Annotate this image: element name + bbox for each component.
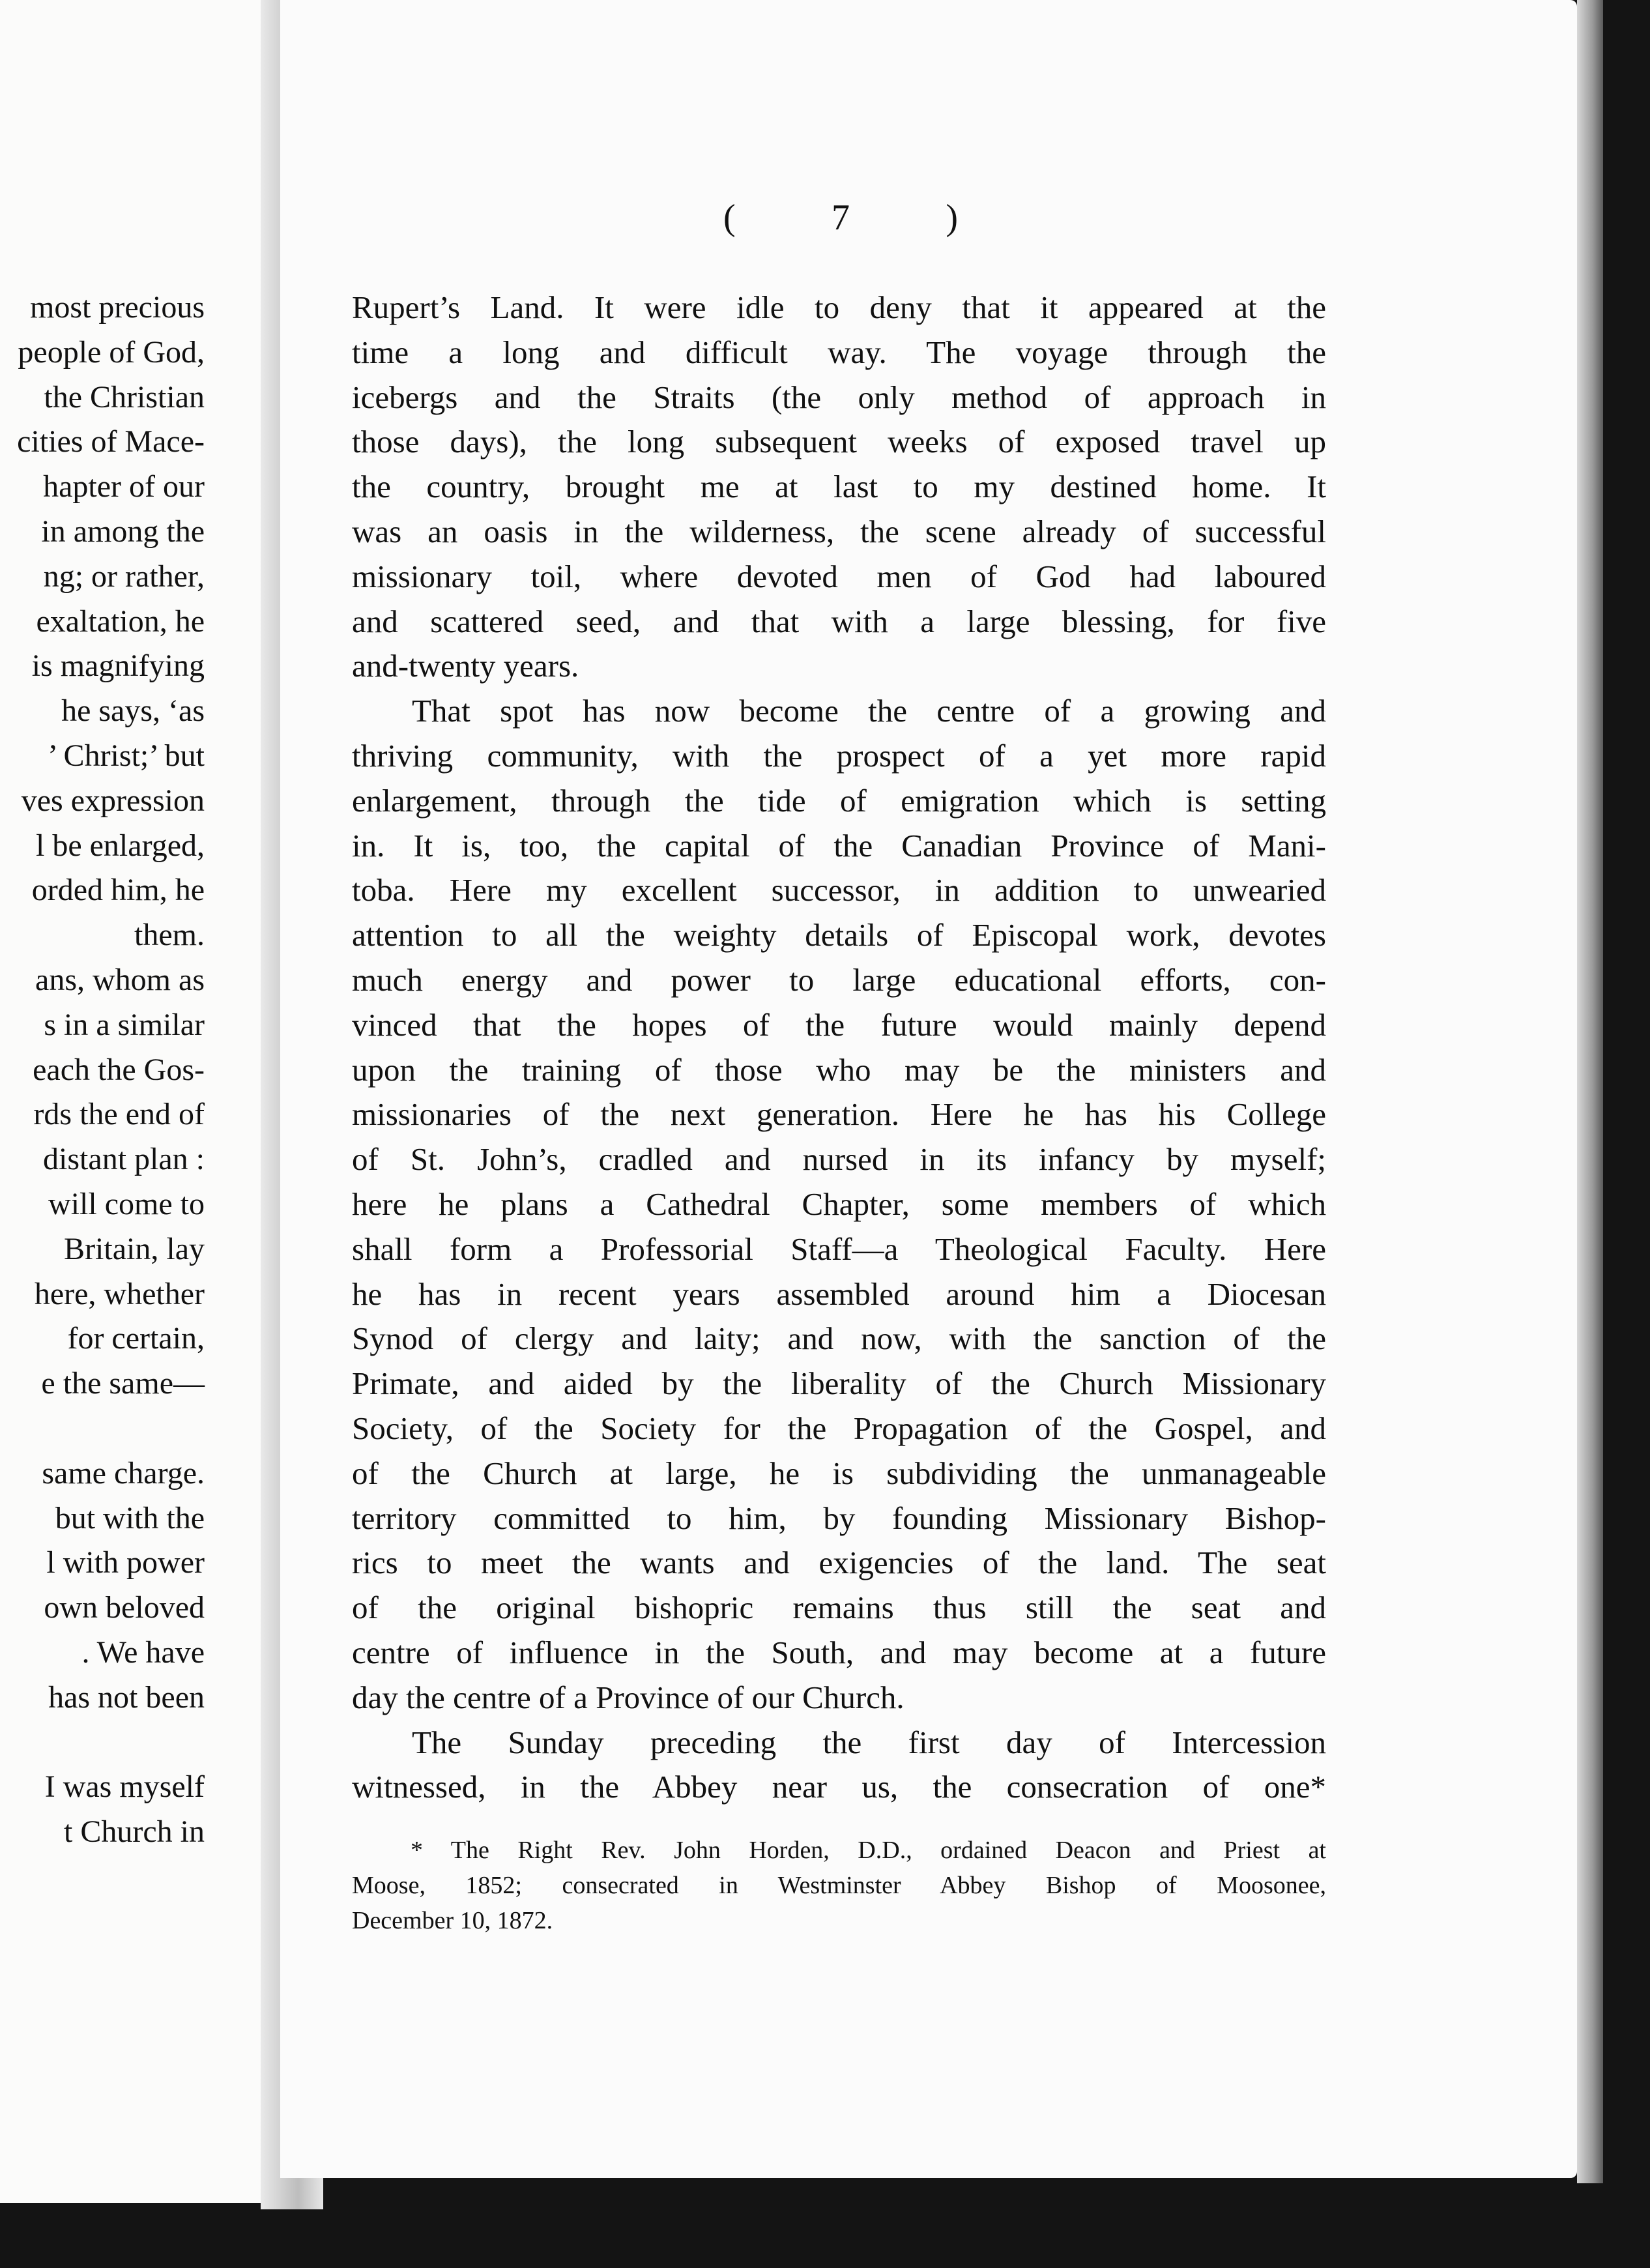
left-line: here, whether xyxy=(34,1276,205,1311)
text-line: time a long and difficult way. The voyage through the xyxy=(352,334,1326,370)
text-line: missionary toil, where devoted men of God had laboured xyxy=(352,558,1326,594)
text-line: thriving community, with the prospect of a yet more rapid xyxy=(352,737,1326,774)
text-line: here he plans a Cathedral Chapter, some members of which xyxy=(352,1185,1326,1222)
left-line: each the Gos- xyxy=(33,1052,205,1087)
text-line: icebergs and the Straits (the only method of approach in xyxy=(352,379,1326,415)
folio-close-paren: ) xyxy=(946,197,958,238)
text-line: and-twenty years. xyxy=(352,648,579,684)
left-line: has not been xyxy=(48,1679,205,1715)
text-line: territory committed to him, by founding Missionary Bishop- xyxy=(352,1500,1326,1536)
text-line: in. It is, too, the capital of the Canadian Province of Mani- xyxy=(352,827,1326,864)
left-page-text xyxy=(0,285,205,1855)
text-line: he has in recent years assembled around him a Diocesan xyxy=(352,1275,1326,1312)
left-line: he says, ‘as xyxy=(61,693,205,729)
text-line: Society, of the Society for the Propagation of the Gospel, and xyxy=(352,1410,1326,1446)
text-line: missionaries of the next generation. Here he has his College xyxy=(352,1096,1326,1133)
left-line: l be enlarged, xyxy=(35,828,205,863)
left-line-gap xyxy=(0,1406,205,1451)
left-line: Britain, lay xyxy=(64,1231,205,1266)
text-line: witnessed, in the Abbey near us, the consecration of one* xyxy=(352,1769,1326,1805)
left-line: hapter of our xyxy=(43,469,205,504)
footnote-line: * The Right Rev. John Horden, D.D., ordained Deacon and Priest at xyxy=(411,1837,1326,1864)
text-line: upon the training of those who may be the ministers and xyxy=(352,1051,1326,1088)
left-line: l with power xyxy=(46,1545,205,1580)
left-line: ng; or rather, xyxy=(43,559,205,594)
left-line: rds the end of xyxy=(33,1097,205,1132)
text-line: of the Church at large, he is subdividing the unmanageable xyxy=(352,1455,1326,1491)
footnote xyxy=(352,1833,1326,1938)
folio-number: 7 xyxy=(832,197,850,238)
text-line: centre of influence in the South, and may become at a future xyxy=(352,1634,1326,1670)
folio-open-paren: ( xyxy=(723,197,736,238)
text-line: Primate, and aided by the liberality of the Church Missionary xyxy=(352,1365,1326,1402)
text-line: of St. John’s, cradled and nursed in its infancy by myself; xyxy=(352,1141,1326,1178)
left-line: ves expression xyxy=(21,783,205,818)
left-line: same charge. xyxy=(42,1455,205,1490)
text-line: Rupert’s Land. It were idle to deny that it appeared at the xyxy=(352,289,1326,325)
text-line: Synod of clergy and laity; and now, with the sanction of the xyxy=(352,1320,1326,1357)
text-line: day the centre of a Province of our Church. xyxy=(352,1679,905,1715)
text-line: That spot has now become the centre of a growing and xyxy=(412,693,1326,729)
text-line: and scattered seed, and that with a large blessing, for five xyxy=(352,603,1326,639)
left-line: ans, whom as xyxy=(35,962,205,997)
left-line: is magnifying xyxy=(31,648,205,684)
left-line: most precious xyxy=(30,290,205,325)
left-line: e the same— xyxy=(41,1366,205,1401)
text-line: those days), the long subsequent weeks of exposed travel up xyxy=(352,424,1326,460)
text-line: of the original bishopric remains thus still the seat and xyxy=(352,1590,1326,1626)
left-line: in among the xyxy=(41,514,205,549)
left-page xyxy=(0,0,261,2203)
left-line: own beloved xyxy=(44,1590,205,1625)
left-line: distant plan : xyxy=(43,1142,205,1177)
left-line: I was myself xyxy=(44,1769,205,1805)
left-line: ’ Christ;’ but xyxy=(48,738,205,773)
text-line: enlargement, through the tide of emigration which is setting xyxy=(352,782,1326,819)
left-line-gap xyxy=(0,1721,205,1766)
left-line: s in a similar xyxy=(44,1007,205,1042)
left-line: will come to xyxy=(48,1186,205,1221)
left-line: the Christian xyxy=(44,379,205,414)
left-line: . We have xyxy=(81,1635,205,1670)
text-line: vinced that the hopes of the future would mainly depend xyxy=(352,1006,1326,1043)
left-line: orded him, he xyxy=(31,873,205,908)
left-line: t Church in xyxy=(64,1814,205,1850)
footnote-line: Moose, 1852; consecrated in Westminster Abbey Bishop of Moosonee, xyxy=(352,1872,1326,1899)
text-line: The Sunday preceding the first day of Intercession xyxy=(412,1724,1326,1760)
text-line: rics to meet the wants and exigencies of the land. The seat xyxy=(352,1545,1326,1581)
text-line: toba. Here my excellent successor, in addition to unwearied xyxy=(352,872,1326,909)
text-line: much energy and power to large educational efforts, con- xyxy=(352,961,1326,998)
left-line: them. xyxy=(134,918,205,953)
page-number xyxy=(723,197,958,239)
text-line: attention to all the weighty details of Episcopal work, devotes xyxy=(352,917,1326,953)
page-edge xyxy=(1577,0,1603,2183)
text-line: shall form a Professorial Staff—a Theological Faculty. Here xyxy=(352,1230,1326,1267)
left-line: people of God, xyxy=(18,334,205,370)
body-text xyxy=(352,285,1326,1810)
left-line: exaltation, he xyxy=(36,603,205,639)
text-line: the country, brought me at last to my destined home. It xyxy=(352,469,1326,505)
left-line: but with the xyxy=(55,1500,205,1535)
text-line: was an oasis in the wilderness, the scene already of successful xyxy=(352,513,1326,549)
left-line: cities of Mace- xyxy=(17,424,205,459)
footnote-line: December 10, 1872. xyxy=(352,1907,553,1934)
left-line: for certain, xyxy=(67,1321,205,1356)
